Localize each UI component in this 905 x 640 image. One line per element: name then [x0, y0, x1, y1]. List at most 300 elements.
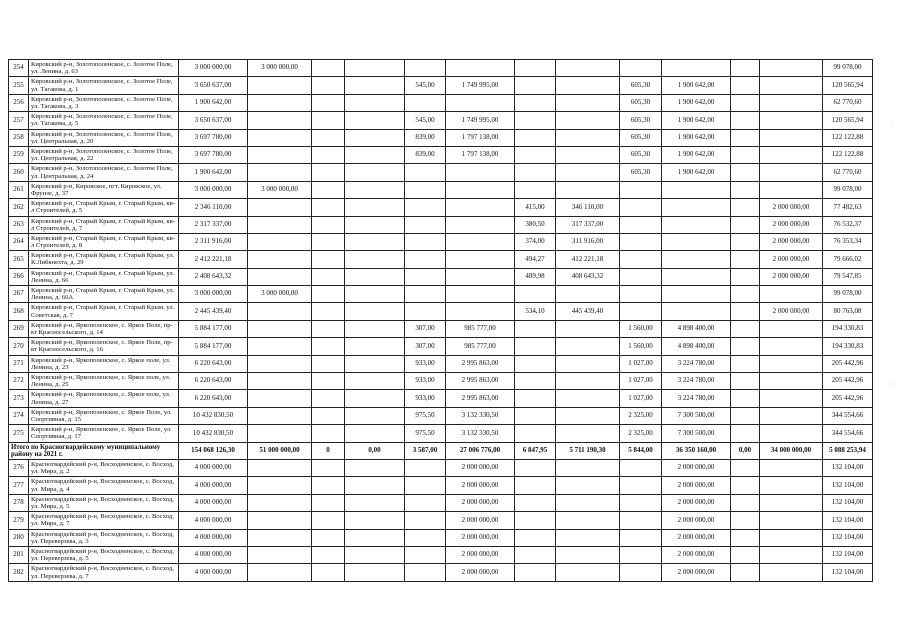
table-row	[9, 355, 873, 372]
value-cell-col-4	[345, 77, 405, 94]
value-cell-col-5	[405, 94, 446, 111]
value-cell-col-8	[556, 425, 620, 442]
row-number: 278	[9, 494, 29, 511]
value-cell-col-4	[345, 268, 405, 285]
value-cell-col-6: 2 000 000,00	[446, 477, 515, 494]
value-cell-col-3	[312, 303, 345, 320]
value-cell-col-10: 2 000 000,00	[662, 494, 731, 511]
row-number: 257	[9, 112, 29, 129]
table-row	[9, 60, 873, 77]
value-cell-col-13: 132 104,00	[823, 529, 873, 546]
address-cell: Красногвардейский р-н, Восходненское, с. Восход, ул. Переверзева, д. 5	[29, 546, 179, 563]
value-cell-col-2	[248, 459, 312, 476]
value-cell-col-6	[446, 94, 515, 111]
value-cell-col-9: 605,30	[620, 129, 662, 146]
value-cell-col-1: 2 317 337,00	[179, 216, 248, 233]
value-cell-col-1: 3 650 637,00	[179, 112, 248, 129]
value-cell-col-10: 2 000 000,00	[662, 459, 731, 476]
value-cell-col-5	[405, 564, 446, 581]
value-cell-col-10	[662, 216, 731, 233]
address-cell: Кировский р-н, Золотополенское, с. Золотое Поле, ул. Центральная, д. 24	[29, 164, 179, 181]
address-cell: Кировский р-н, Старый Крым, г. Старый Крым, ул. К.Либкнехта, д. 29	[29, 251, 179, 268]
value-cell-col-2	[248, 546, 312, 563]
value-cell-col-7: 489,98	[515, 268, 556, 285]
value-cell-col-6: 1 749 995,00	[446, 77, 515, 94]
value-cell-col-9: 1 027,00	[620, 355, 662, 372]
value-cell-col-2	[248, 303, 312, 320]
table-row	[9, 251, 873, 268]
value-cell-col-1: 3 650 637,00	[179, 77, 248, 94]
value-cell-col-2	[248, 112, 312, 129]
scan-mark: ·	[890, 120, 893, 129]
address-cell: Красногвардейский р-н, Восходненское, с. Восход, ул. Мира, д. 2	[29, 459, 179, 476]
value-cell-col-10	[662, 303, 731, 320]
value-cell-col-9	[620, 459, 662, 476]
value-cell-col-11	[731, 477, 760, 494]
value-cell-col-11	[731, 233, 760, 250]
value-cell-col-3	[312, 529, 345, 546]
value-cell-col-5: 975,50	[405, 425, 446, 442]
value-cell-col-1: 6 220 643,00	[179, 355, 248, 372]
value-cell-col-13: 99 078,00	[823, 60, 873, 77]
value-cell-col-10: 36 350 160,00	[662, 442, 731, 459]
value-cell-col-7	[515, 77, 556, 94]
value-cell-col-13: 194 330,83	[823, 338, 873, 355]
value-cell-col-9: 5 844,00	[620, 442, 662, 459]
value-cell-col-13: 62 770,60	[823, 164, 873, 181]
value-cell-col-13: 76 532,37	[823, 216, 873, 233]
value-cell-col-1: 3 000 000,00	[179, 181, 248, 198]
value-cell-col-13: 132 104,00	[823, 512, 873, 529]
value-cell-col-13: 79 547,85	[823, 268, 873, 285]
value-cell-col-11	[731, 459, 760, 476]
value-cell-col-5	[405, 477, 446, 494]
value-cell-col-8: 445 439,40	[556, 303, 620, 320]
address-cell: Кировский р-н, Старый Крым, г. Старый Крым, кв-л Строителей, д. 8	[29, 233, 179, 250]
value-cell-col-6	[446, 251, 515, 268]
value-cell-col-1: 4 000 000,00	[179, 459, 248, 476]
value-cell-col-11	[731, 512, 760, 529]
value-cell-col-6: 2 995 863,00	[446, 373, 515, 390]
value-cell-col-6: 3 132 330,50	[446, 407, 515, 424]
value-cell-col-2	[248, 355, 312, 372]
value-cell-col-10: 1 900 642,00	[662, 112, 731, 129]
value-cell-col-12	[760, 338, 823, 355]
total-row	[9, 442, 873, 459]
value-cell-col-11	[731, 60, 760, 77]
value-cell-col-10: 2 000 000,00	[662, 546, 731, 563]
address-cell: Красногвардейский р-н, Восходненское, с. Восход, ул. Мира, д. 4	[29, 477, 179, 494]
value-cell-col-6: 2 995 863,00	[446, 355, 515, 372]
value-cell-col-4	[345, 216, 405, 233]
value-cell-col-6	[446, 303, 515, 320]
value-cell-col-13: 132 104,00	[823, 546, 873, 563]
document-page	[8, 59, 873, 582]
row-number: 259	[9, 146, 29, 163]
value-cell-col-13: 77 482,63	[823, 199, 873, 216]
value-cell-col-7	[515, 390, 556, 407]
table-row	[9, 373, 873, 390]
table-row	[9, 320, 873, 337]
value-cell-col-13: 344 554,66	[823, 425, 873, 442]
value-cell-col-3: 0	[312, 442, 345, 459]
value-cell-col-11	[731, 94, 760, 111]
value-cell-col-10: 3 224 780,00	[662, 355, 731, 372]
value-cell-col-7	[515, 164, 556, 181]
table-row	[9, 529, 873, 546]
value-cell-col-6: 1 749 995,00	[446, 112, 515, 129]
value-cell-col-2	[248, 164, 312, 181]
value-cell-col-13: 122 122,88	[823, 146, 873, 163]
row-number: 275	[9, 425, 29, 442]
value-cell-col-11	[731, 390, 760, 407]
value-cell-col-2	[248, 320, 312, 337]
value-cell-col-6: 2 000 000,00	[446, 512, 515, 529]
value-cell-col-5: 839,00	[405, 146, 446, 163]
value-cell-col-8	[556, 320, 620, 337]
value-cell-col-9	[620, 494, 662, 511]
value-cell-col-13: 79 666,02	[823, 251, 873, 268]
value-cell-col-3	[312, 251, 345, 268]
value-cell-col-4	[345, 146, 405, 163]
value-cell-col-5	[405, 512, 446, 529]
value-cell-col-8	[556, 60, 620, 77]
value-cell-col-6: 2 000 000,00	[446, 459, 515, 476]
value-cell-col-9	[620, 181, 662, 198]
value-cell-col-1: 3 697 780,00	[179, 146, 248, 163]
value-cell-col-3	[312, 94, 345, 111]
table-row	[9, 459, 873, 476]
value-cell-col-1: 2 412 221,18	[179, 251, 248, 268]
value-cell-col-7	[515, 529, 556, 546]
row-number: 262	[9, 199, 29, 216]
address-cell: Кировский р-н, Старый Крым, г. Старый Крым, ул. Ленина, д. 66А	[29, 286, 179, 303]
value-cell-col-2	[248, 233, 312, 250]
value-cell-col-5	[405, 286, 446, 303]
value-cell-col-6: 3 132 330,50	[446, 425, 515, 442]
address-cell: Кировский р-н, Золотополенское, с. Золотое Поле, ул. Тагакова, д. 5	[29, 112, 179, 129]
value-cell-col-1: 4 000 000,00	[179, 564, 248, 581]
value-cell-col-3	[312, 286, 345, 303]
value-cell-col-9	[620, 286, 662, 303]
value-cell-col-9	[620, 268, 662, 285]
value-cell-col-4	[345, 233, 405, 250]
value-cell-col-6	[446, 199, 515, 216]
value-cell-col-7	[515, 355, 556, 372]
value-cell-col-3	[312, 77, 345, 94]
row-number: 272	[9, 373, 29, 390]
value-cell-col-3	[312, 390, 345, 407]
value-cell-col-7	[515, 320, 556, 337]
value-cell-col-8: 412 221,18	[556, 251, 620, 268]
address-cell: Красногвардейский р-н, Восходненское, с. Восход, ул. Мира, д. 7	[29, 512, 179, 529]
value-cell-col-13: 120 565,94	[823, 112, 873, 129]
value-cell-col-1: 10 432 830,50	[179, 425, 248, 442]
value-cell-col-8	[556, 355, 620, 372]
value-cell-col-12	[760, 129, 823, 146]
value-cell-col-3	[312, 512, 345, 529]
value-cell-col-5: 839,00	[405, 129, 446, 146]
row-number: 256	[9, 94, 29, 111]
value-cell-col-3	[312, 320, 345, 337]
value-cell-col-12	[760, 355, 823, 372]
value-cell-col-6	[446, 216, 515, 233]
row-number: 270	[9, 338, 29, 355]
value-cell-col-9	[620, 546, 662, 563]
value-cell-col-7	[515, 146, 556, 163]
value-cell-col-6	[446, 286, 515, 303]
row-number: 276	[9, 459, 29, 476]
value-cell-col-5	[405, 216, 446, 233]
value-cell-col-2	[248, 216, 312, 233]
value-cell-col-9	[620, 529, 662, 546]
value-cell-col-12	[760, 373, 823, 390]
value-cell-col-9	[620, 303, 662, 320]
value-cell-col-9: 1 560,00	[620, 320, 662, 337]
value-cell-col-8: 346 110,00	[556, 199, 620, 216]
value-cell-col-13: 194 330,83	[823, 320, 873, 337]
value-cell-col-4	[345, 564, 405, 581]
value-cell-col-8	[556, 146, 620, 163]
value-cell-col-12	[760, 181, 823, 198]
value-cell-col-2	[248, 77, 312, 94]
value-cell-col-4	[345, 355, 405, 372]
value-cell-col-7: 374,00	[515, 233, 556, 250]
value-cell-col-4	[345, 390, 405, 407]
table-row	[9, 77, 873, 94]
value-cell-col-12	[760, 407, 823, 424]
value-cell-col-12	[760, 60, 823, 77]
value-cell-col-10: 3 224 780,00	[662, 390, 731, 407]
value-cell-col-11	[731, 494, 760, 511]
value-cell-col-13: 76 353,34	[823, 233, 873, 250]
value-cell-col-10: 2 000 000,00	[662, 512, 731, 529]
address-cell: Кировский р-н, Яркополенское, с. Яркое Поле, пр-кт Красносельского, д. 14	[29, 320, 179, 337]
scan-mark: ·	[892, 380, 895, 389]
value-cell-col-4	[345, 251, 405, 268]
value-cell-col-1: 3 000 000,00	[179, 286, 248, 303]
value-cell-col-8	[556, 512, 620, 529]
value-cell-col-10: 1 900 642,00	[662, 164, 731, 181]
value-cell-col-10: 2 000 000,00	[662, 529, 731, 546]
value-cell-col-12	[760, 390, 823, 407]
value-cell-col-11	[731, 129, 760, 146]
value-cell-col-11	[731, 286, 760, 303]
value-cell-col-3	[312, 60, 345, 77]
value-cell-col-8	[556, 494, 620, 511]
value-cell-col-7	[515, 494, 556, 511]
address-cell: Кировский р-н, Яркополенское, с. Яркое поле, ул. Ленина, д. 23	[29, 355, 179, 372]
value-cell-col-1: 2 408 643,32	[179, 268, 248, 285]
value-cell-col-10	[662, 251, 731, 268]
value-cell-col-7	[515, 407, 556, 424]
value-cell-col-9	[620, 199, 662, 216]
value-cell-col-10	[662, 233, 731, 250]
value-cell-col-12: 2 000 000,00	[760, 199, 823, 216]
row-number: 271	[9, 355, 29, 372]
value-cell-col-11	[731, 373, 760, 390]
value-cell-col-9: 605,30	[620, 77, 662, 94]
value-cell-col-6: 1 797 138,00	[446, 129, 515, 146]
value-cell-col-6: 2 000 000,00	[446, 529, 515, 546]
table-row	[9, 94, 873, 111]
value-cell-col-12	[760, 477, 823, 494]
value-cell-col-13: 99 078,00	[823, 181, 873, 198]
table-row	[9, 112, 873, 129]
row-number: 273	[9, 390, 29, 407]
value-cell-col-7: 534,10	[515, 303, 556, 320]
value-cell-col-9	[620, 564, 662, 581]
value-cell-col-7: 415,00	[515, 199, 556, 216]
value-cell-col-13: 132 104,00	[823, 459, 873, 476]
value-cell-col-3	[312, 477, 345, 494]
value-cell-col-3	[312, 129, 345, 146]
value-cell-col-3	[312, 407, 345, 424]
value-cell-col-1: 5 884 177,00	[179, 338, 248, 355]
value-cell-col-9	[620, 477, 662, 494]
value-cell-col-6: 2 995 863,00	[446, 390, 515, 407]
value-cell-col-3	[312, 146, 345, 163]
value-cell-col-7	[515, 129, 556, 146]
value-cell-col-9: 605,30	[620, 94, 662, 111]
value-cell-col-10	[662, 60, 731, 77]
row-number: 269	[9, 320, 29, 337]
value-cell-col-2: 3 000 000,00	[248, 60, 312, 77]
table-row	[9, 407, 873, 424]
value-cell-col-13: 132 104,00	[823, 477, 873, 494]
value-cell-col-3	[312, 564, 345, 581]
value-cell-col-5: 975,50	[405, 407, 446, 424]
capital-repair-table	[8, 59, 873, 582]
value-cell-col-4	[345, 459, 405, 476]
value-cell-col-10: 4 898 400,00	[662, 320, 731, 337]
value-cell-col-11	[731, 355, 760, 372]
row-number: 265	[9, 251, 29, 268]
address-cell: Кировский р-н, Золотополенское, с. Золотое Поле, ул. Ленина, д. 63	[29, 60, 179, 77]
value-cell-col-13: 80 763,08	[823, 303, 873, 320]
value-cell-col-4	[345, 512, 405, 529]
value-cell-col-8	[556, 390, 620, 407]
value-cell-col-2	[248, 146, 312, 163]
value-cell-col-13: 122 122,88	[823, 129, 873, 146]
value-cell-col-6: 1 797 138,00	[446, 146, 515, 163]
address-cell: Красногвардейский р-н, Восходненское, с. Восход, ул. Переверзева, д. 3	[29, 529, 179, 546]
table-row	[9, 494, 873, 511]
value-cell-col-2	[248, 494, 312, 511]
value-cell-col-7	[515, 60, 556, 77]
row-number: 277	[9, 477, 29, 494]
value-cell-col-3	[312, 233, 345, 250]
value-cell-col-10	[662, 199, 731, 216]
value-cell-col-12	[760, 112, 823, 129]
value-cell-col-4	[345, 181, 405, 198]
value-cell-col-5: 933,00	[405, 390, 446, 407]
value-cell-col-1: 3 000 000,00	[179, 60, 248, 77]
value-cell-col-6: 2 000 000,00	[446, 564, 515, 581]
value-cell-col-5	[405, 233, 446, 250]
value-cell-col-11: 0,00	[731, 442, 760, 459]
value-cell-col-13: 205 442,96	[823, 355, 873, 372]
value-cell-col-2	[248, 407, 312, 424]
value-cell-col-8	[556, 164, 620, 181]
address-cell: Красногвардейский р-н, Восходненское, с. Восход, ул. Мира, д. 5	[29, 494, 179, 511]
address-cell: Кировский р-н, Старый Крым, г. Старый Крым, кв-л Строителей, д. 5	[29, 199, 179, 216]
address-cell: Кировский р-н, Старый Крым, г. Старый Крым, ул. Советская, д. 7	[29, 303, 179, 320]
value-cell-col-12	[760, 286, 823, 303]
address-cell: Кировский р-н, Золотополенское, с. Золотое Поле, ул. Тагакова, д. 3	[29, 94, 179, 111]
value-cell-col-9: 1 560,00	[620, 338, 662, 355]
table-row	[9, 303, 873, 320]
value-cell-col-10: 2 000 000,00	[662, 477, 731, 494]
address-cell: Кировский р-н, Кировское, пгт. Кировское, ул. Фрунзе, д. 37	[29, 181, 179, 198]
value-cell-col-6	[446, 268, 515, 285]
value-cell-col-6	[446, 181, 515, 198]
value-cell-col-9: 605,30	[620, 112, 662, 129]
value-cell-col-8	[556, 286, 620, 303]
value-cell-col-13: 205 442,96	[823, 390, 873, 407]
row-number: 279	[9, 512, 29, 529]
value-cell-col-4	[345, 164, 405, 181]
value-cell-col-13: 99 078,00	[823, 286, 873, 303]
value-cell-col-13: 205 442,96	[823, 373, 873, 390]
value-cell-col-10	[662, 268, 731, 285]
value-cell-col-4	[345, 320, 405, 337]
value-cell-col-11	[731, 268, 760, 285]
address-cell: Красногвардейский р-н, Восходненское, с. Восход, ул. Переверзева, д. 7	[29, 564, 179, 581]
value-cell-col-4	[345, 546, 405, 563]
value-cell-col-1: 6 220 643,00	[179, 373, 248, 390]
value-cell-col-12	[760, 564, 823, 581]
value-cell-col-1: 1 900 642,00	[179, 94, 248, 111]
value-cell-col-3	[312, 494, 345, 511]
table-row	[9, 338, 873, 355]
address-cell: Кировский р-н, Золотополенское, с. Золотое Поле, ул. Центральная, д. 22	[29, 146, 179, 163]
value-cell-col-6	[446, 164, 515, 181]
value-cell-col-7	[515, 564, 556, 581]
value-cell-col-12	[760, 320, 823, 337]
value-cell-col-1: 5 884 177,00	[179, 320, 248, 337]
value-cell-col-5	[405, 546, 446, 563]
value-cell-col-4	[345, 94, 405, 111]
value-cell-col-3	[312, 181, 345, 198]
value-cell-col-10: 1 900 642,00	[662, 94, 731, 111]
value-cell-col-6: 2 000 000,00	[446, 546, 515, 563]
value-cell-col-1: 4 000 000,00	[179, 477, 248, 494]
value-cell-col-13: 62 770,60	[823, 94, 873, 111]
value-cell-col-4	[345, 112, 405, 129]
value-cell-col-5: 3 587,00	[405, 442, 446, 459]
row-number: 255	[9, 77, 29, 94]
value-cell-col-4	[345, 338, 405, 355]
value-cell-col-10: 1 900 642,00	[662, 146, 731, 163]
value-cell-col-7	[515, 286, 556, 303]
table-row	[9, 129, 873, 146]
value-cell-col-10: 2 000 000,00	[662, 564, 731, 581]
value-cell-col-11	[731, 164, 760, 181]
table-row	[9, 390, 873, 407]
row-number: 264	[9, 233, 29, 250]
value-cell-col-7: 6 847,95	[515, 442, 556, 459]
row-number: 258	[9, 129, 29, 146]
table-row	[9, 199, 873, 216]
value-cell-col-3	[312, 459, 345, 476]
value-cell-col-7	[515, 425, 556, 442]
value-cell-col-11	[731, 251, 760, 268]
value-cell-col-10: 4 898 400,00	[662, 338, 731, 355]
value-cell-col-9: 605,30	[620, 164, 662, 181]
value-cell-col-4	[345, 129, 405, 146]
row-number: 261	[9, 181, 29, 198]
